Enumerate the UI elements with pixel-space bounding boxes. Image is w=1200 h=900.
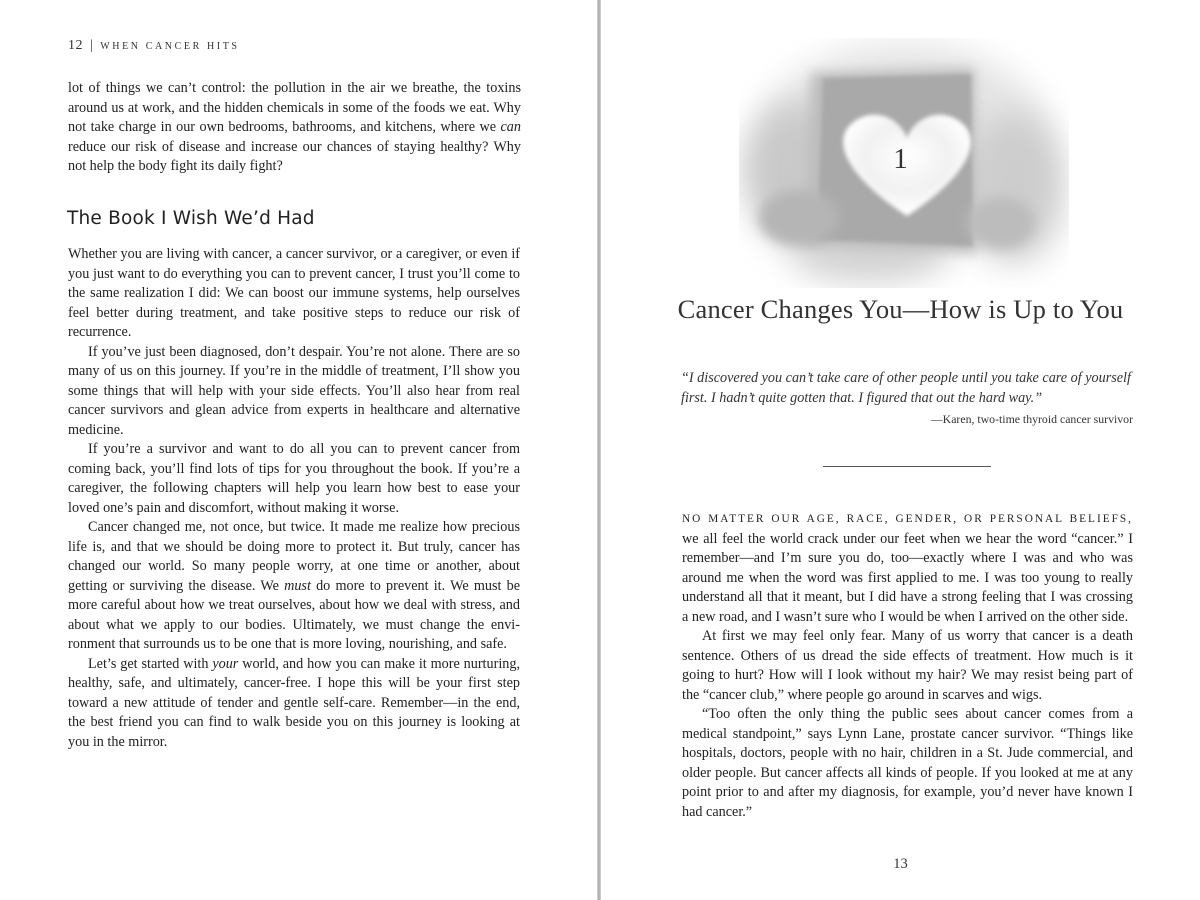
left-page — [0, 0, 597, 900]
running-head-title: WHEN CANCER HITS — [100, 41, 240, 52]
lead-in-smallcaps: NO MATTER OUR AGE, RACE, GENDER, OR PERSONAL BELIEFS, — [682, 513, 1133, 525]
emphasis-can: can — [500, 119, 521, 135]
paragraph: Cancer changed me, not once, but twice. It made me realize how precious life is, and that we should be doing more to protect it. But truly, cancer has changed our world. So many people worry, at one time or another, about getting or surviving the disease. We must do more to prevent it. We must be more careful about how we treat ourselves, about how we deal with stress, and about what we apply to our bodies. Ultimately, we must change the environment that surrounds us to be one that is more loving, nourishing, and safe. — [68, 519, 520, 652]
paragraph: Let’s get started with your world, and how you can make it more nurturing, healthy, safe, and ultimately, cancer-free. I hope this will be your first step toward a new attitude of tender and gentle self-care. Remember—in the end, the best friend you can find to walk beside you on this journey is looking at you in the mirror. — [68, 655, 520, 750]
emphasis-must: must — [284, 577, 311, 594]
paragraph: “Too often the only thing the public sees about cancer comes from a medical standpoint,” says Lynn Lane, prostate cancer survivor. “Things like hospitals, doctors, people with no hair, children in a St. Jude commercial, and older people. But cancer affects all kinds of people. If you looked at me at any point prior to and after my diagnosis, for example, you’d never have known I had cancer.” — [682, 706, 1133, 820]
opening-paragraph: NO MATTER OUR AGE, RACE, GENDER, OR PERSONAL BELIEFS, we all feel the world crack under our feet when we hear the word “cancer.” I remember—and I’m sure you do, too—exactly where I was and who was around me when the word was first applied to me. I was too young to really understand all that it meant, but I did have a strong feeling that I was crossing a new road, and I wasn’t sure who I would be when I arrived on the other side. — [682, 513, 1133, 625]
running-head — [68, 37, 240, 54]
chapter-body — [682, 509, 1133, 822]
chapter-title: Cancer Changes You—How is Up to You — [677, 294, 1124, 324]
chapter-number: 1 — [893, 143, 908, 175]
running-head-separator: | — [90, 37, 94, 52]
section-heading: The Book I Wish We’d Had — [67, 208, 315, 229]
paragraph: Whether you are living with cancer, a cancer survivor, or a caregiver, or even if you just want to do everything you can to prevent cancer, I trust you’ll come to the same realization I did: We can boost our immune systems, help ourselves feel better during treatment, and take positive steps to reduce our risk of recurrence. — [68, 246, 520, 340]
paragraph: If you’re a survivor and want to do all you can to prevent cancer from coming back, you’ll find lots of tips for you throughout the book. If you’re a caregiver, the following chapters will help you learn how best to ease your loved one’s pain and discomfort, without making it worse. — [68, 441, 520, 516]
right-page-number: 13 — [893, 856, 908, 872]
section-divider — [823, 466, 991, 467]
continued-text-block — [68, 79, 521, 177]
left-page-number: 12 — [68, 38, 83, 53]
continued-paragraph: lot of things we can’t control: the pollution in the air we breathe, the toxins around us at work, and the hidden chemicals in some of the foods we eat. Why not take charge in our own bedrooms, bathrooms, and kitchens, where we can reduce our risk of disease and increase our chances of staying healthy? Why not help the body fight its daily fight? — [68, 80, 521, 174]
paragraph: If you’ve just been diagnosed, don’t despair. You’re not alone. There are so many of us on this journey. If you’re in the middle of treatment, I’ll show you some things that will help with your side effects. You’ll also hear from real cancer survivors and glean advice from experts in healthcare and alternative medicine. — [68, 343, 520, 438]
paragraph: At first we may feel only fear. Many of us worry that cancer is a death sentence. Others of us dread the side effects of treatment. How much is it going to hurt? How will I look without my hair? We may resist being part of the “cancer club,” where people go around in scarves and wigs. — [682, 628, 1133, 703]
epigraph-quote: “I discovered you can’t take care of other people until you take care of yourself first. I hadn’t quite gotten that. I figured that out the hard way.” — [681, 370, 1131, 406]
emphasis-your: your — [212, 655, 239, 672]
section-body — [68, 245, 520, 752]
epigraph-attribution: —Karen, two-time thyroid cancer survivor — [930, 412, 1133, 426]
right-page — [601, 0, 1200, 900]
